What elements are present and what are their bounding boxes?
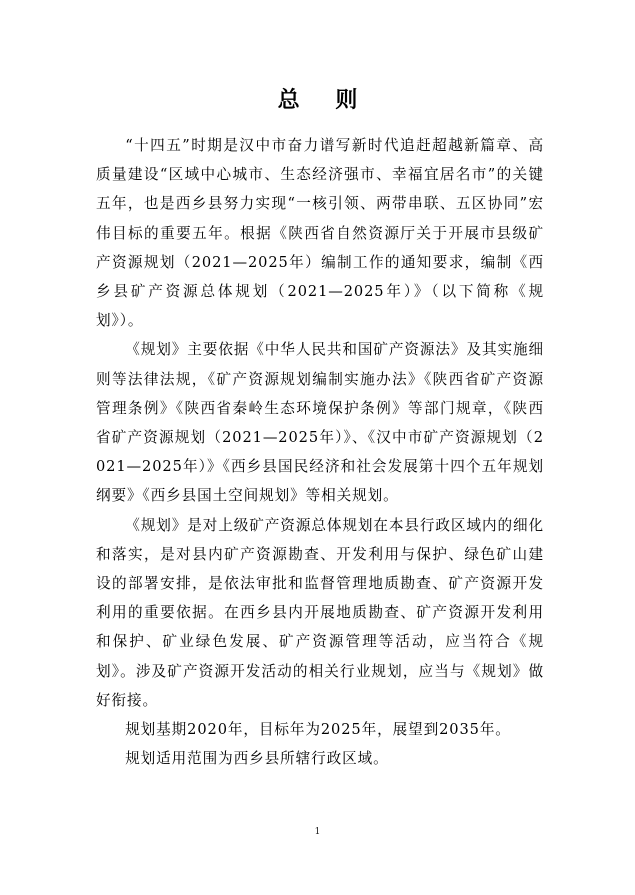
paragraph-basis: 《规划》主要依据《中华人民共和国矿产资源法》及其实施细则等法律法规，《矿产资源规划编制实施办法》《陕西省矿产资源管理条例》《陕西省秦岭生态环境保护条例》等部门规章，《陕西省矿产资源规划（2021—2025年）》、《汉中市矿产资源规划（2021—2025年）》《西乡县国民经济和社会发展第十四个五年规划纲要》《西乡县国土空间规划》等相关规划。	[96, 341, 544, 505]
paragraph-background: “十四五”时期是汉中市奋力谱写新时代追赶超越新篇章、高质量建设“区域中心城市、生态经济强市、幸福宜居名市”的关键五年，也是西乡县努力实现“一核引领、两带串联、五区协同”宏伟目标的重要五年。根据《陕西省自然资源厅关于开展市县级矿产资源规划（2021—2025年）编制工作的通知要求，编制《西乡县矿产资源总体规划（2021—2025年）》（以下简称《规划》）。	[96, 137, 544, 330]
paragraph-period: 规划基期2020年，目标年为2025年，展望到2035年。	[125, 721, 511, 739]
paragraph-role: 《规划》是对上级矿产资源总体规划在本县行政区域内的细化和落实，是对县内矿产资源勘查、开发利用与保护、绿色矿山建设的部署安排，是依法审批和监督管理地质勘查、矿产资源开发利用的重要依据。在西乡县内开展地质勘查、矿产资源开发利用和保护、矿业绿色发展、矿产资源管理等活动，应当符合《规划》。涉及矿产资源开发活动的相关行业规划，应当与《规划》做好衔接。	[96, 516, 544, 709]
page-title: 总 则	[277, 88, 372, 113]
paragraph-scope: 规划适用范围为西乡县所辖行政区域。	[125, 750, 389, 768]
page-number: 1	[314, 827, 321, 837]
body-text	[96, 131, 544, 773]
